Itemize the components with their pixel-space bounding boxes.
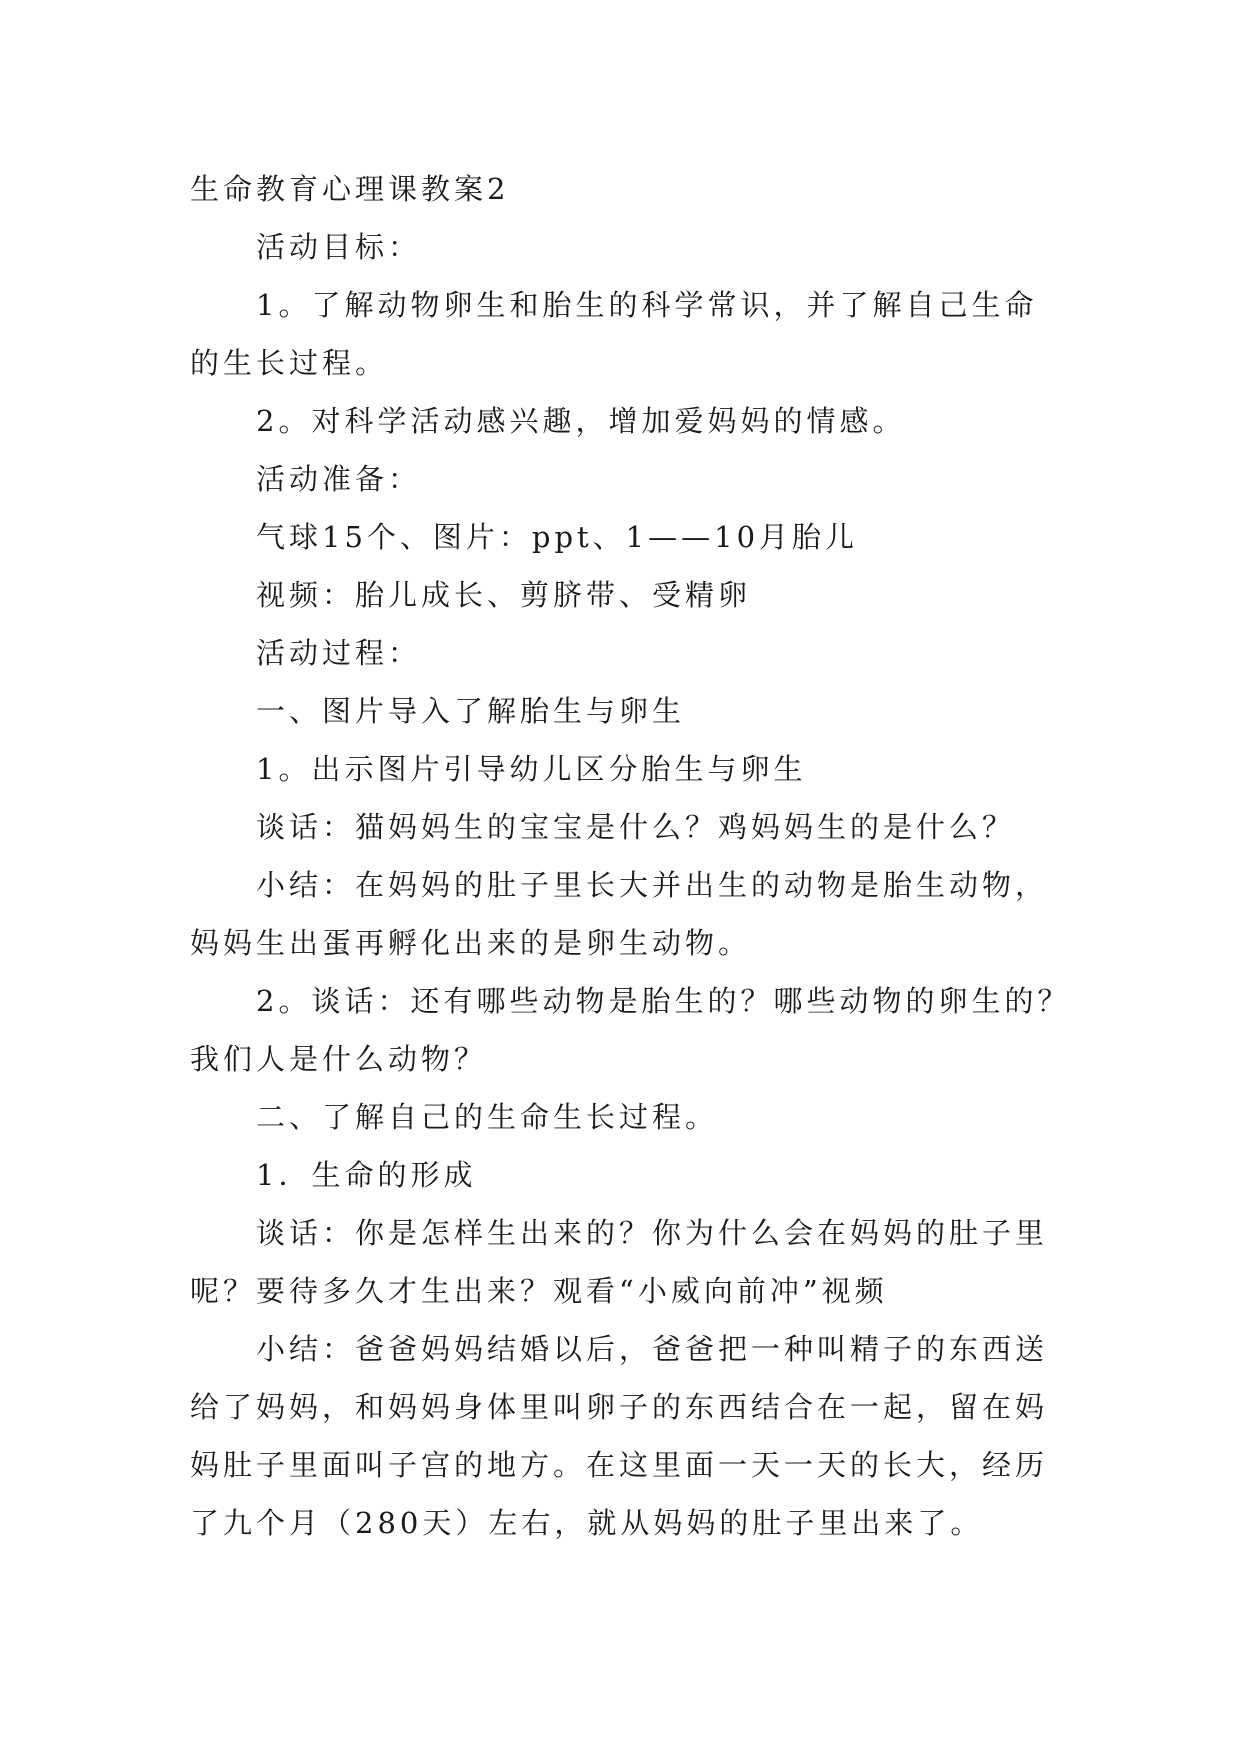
paragraph-line: 1．生命的形成 (256, 1158, 477, 1192)
paragraph-line: 1。了解动物卵生和胎生的科学常识，并了解自己生命 (256, 288, 1038, 322)
paragraph-line: 谈话：你是怎样生出来的？你为什么会在妈妈的肚子里 (256, 1216, 1049, 1250)
paragraph-line: 给了妈妈，和妈妈身体里叫卵子的东西结合在一起，留在妈 (190, 1390, 1049, 1424)
paragraph-line: 2。对科学活动感兴趣，增加爱妈妈的情感。 (256, 404, 906, 438)
paragraph-line: 妈妈生出蛋再孵化出来的是卵生动物。 (190, 926, 752, 960)
document-title: 生命教育心理课教案2 (190, 172, 510, 206)
paragraph-line: 我们人是什么动物？ (190, 1042, 488, 1076)
paragraph-line: 了九个月（280天）左右，就从妈妈的肚子里出来了。 (190, 1506, 984, 1540)
paragraph-line: 视频：胎儿成长、剪脐带、受精卵 (256, 578, 752, 612)
paragraph-line: 谈话：猫妈妈生的宝宝是什么？鸡妈妈生的是什么？ (256, 810, 1016, 844)
section-heading: 二、了解自己的生命生长过程。 (256, 1100, 719, 1134)
paragraph-line: 小结：爸爸妈妈结婚以后，爸爸把一种叫精子的东西送 (256, 1332, 1049, 1366)
document-body (190, 160, 1071, 1552)
paragraph-line: 的生长过程。 (190, 346, 389, 380)
paragraph-line: 呢？要待多久才生出来？观看“小威向前冲”视频 (190, 1274, 888, 1308)
section-heading: 一、图片导入了解胎生与卵生 (256, 694, 686, 728)
paragraph-line: 小结：在妈妈的肚子里长大并出生的动物是胎生动物， (256, 868, 1049, 902)
heading-activity-preparation: 活动准备： (256, 462, 422, 496)
paragraph-line: 气球15个、图片：ppt、1——10月胎儿 (256, 520, 859, 554)
heading-activity-goals: 活动目标： (256, 230, 422, 264)
paragraph-line: 1。出示图片引导幼儿区分胎生与卵生 (256, 752, 807, 786)
heading-activity-process: 活动过程： (256, 636, 422, 670)
paragraph-line: 2。谈话：还有哪些动物是胎生的？哪些动物的卵生的？ (256, 984, 1071, 1018)
paragraph-line: 妈肚子里面叫子宫的地方。在这里面一天一天的长大，经历 (190, 1448, 1049, 1482)
